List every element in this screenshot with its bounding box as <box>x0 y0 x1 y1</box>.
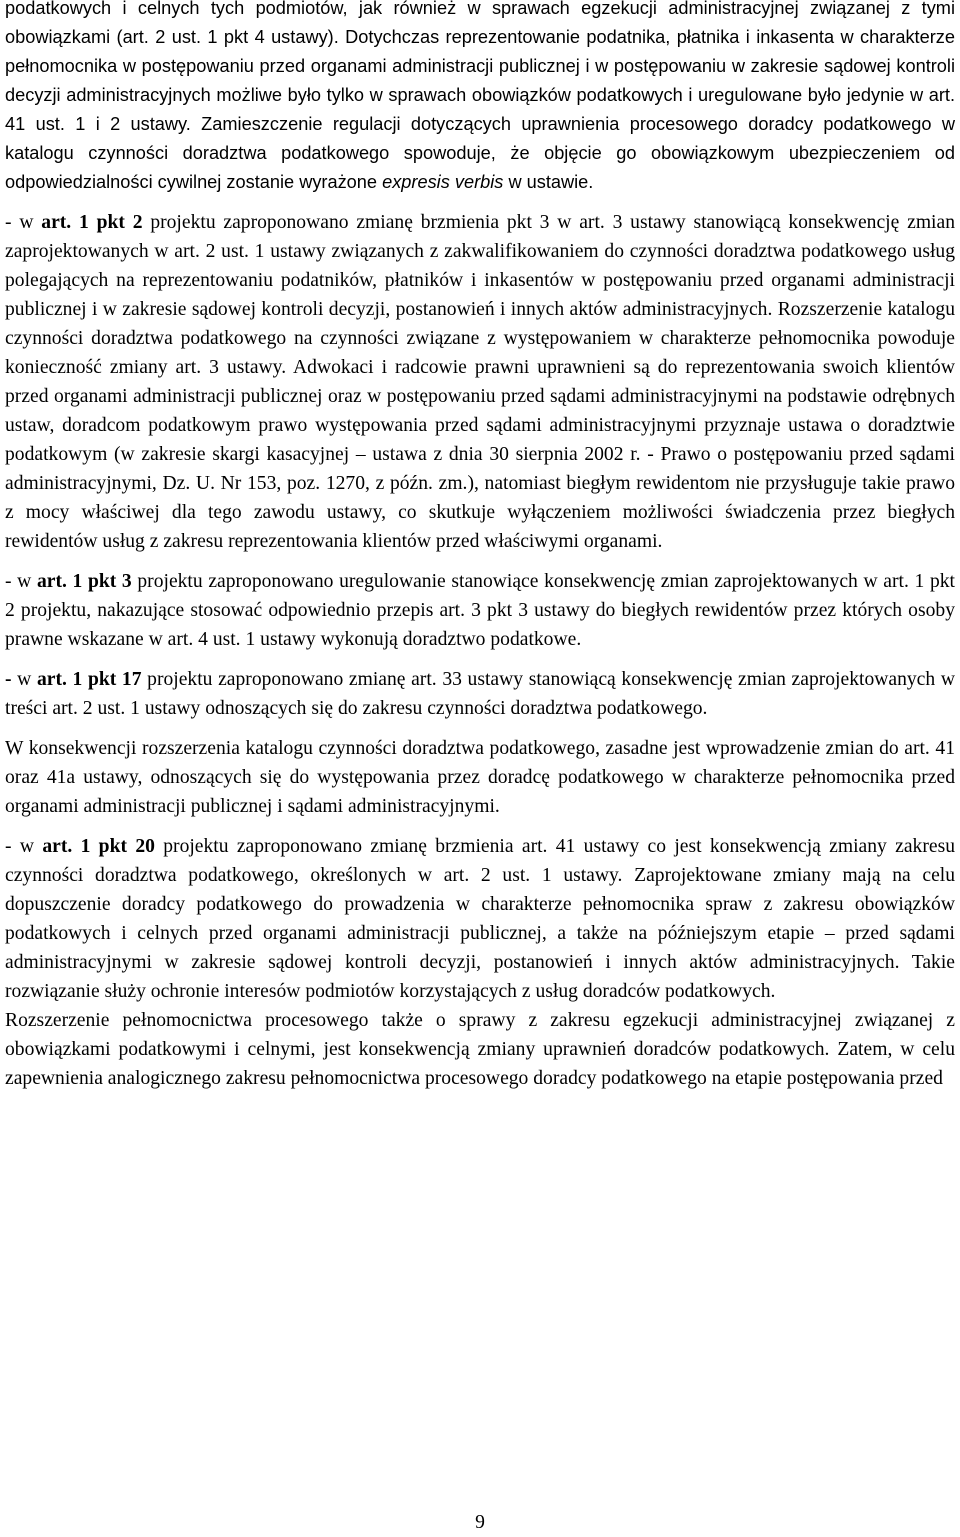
text-span: podatkowych i celnych tych podmiotów, jak również w sprawach egzekucji administracyjnej związanej z tymi obowiązkami (art. 2 ust. 1 pkt 4 ustawy). Dotychczas reprezentowanie podatnika, płatnika i inkasenta w charakterze pełnomocnika w postępowaniu przed organami administracji publicznej i w postępowaniu w zakresie sądowej kontroli decyzji administracyjnych możliwe było tylko w sprawach obowiązków podatkowych i uregulowane było jedynie w art. 41 ust. 1 i 2 ustawy. Zamieszczenie regulacji dotyczących uprawnienia procesowego doradcy podatkowego w katalogu czynności doradztwa podatkowego spowoduje, że objęcie go obowiązkowym ubezpieczeniem od odpowiedzialności cywilnej zostanie wyrażone <box>5 0 955 192</box>
paragraph <box>5 567 955 654</box>
paragraph <box>5 734 955 821</box>
paragraph <box>5 1006 955 1093</box>
page-number: 9 <box>475 1512 485 1533</box>
text-span: projektu zaproponowano zmianę brzmienia pkt 3 w art. 3 ustawy stanowiącą konsekwencję zmian zaprojektowanych w art. 2 ust. 1 ustawy związanych z zakwalifikowaniem do czynności doradztwa podatkowego usług polegających na reprezentowaniu podatników, płatników i inkasentów w postępowaniu przed organami administracji publicznej i w zakresie sądowej kontroli decyzji, postanowień i innych aktów administracyjnych. Rozszerzenie katalogu czynności doradztwa podatkowego na czynności związane z występowaniem w charakterze pełnomocnika powoduje konieczność zmiany art. 3 ustawy. Adwokaci i radcowie prawni uprawnieni są do reprezentowania swoich klientów przed organami administracji publicznej oraz w postępowaniu przed sądami administracyjnymi na podstawie odrębnych ustaw, doradcom podatkowym prawo występowania przed sądami administracyjnymi przyznaje ustawa o doradztwie podatkowym (w zakresie skargi kasacyjnej – ustawa z dnia 30 sierpnia 2002 r. - Prawo o postępowaniu przed sądami administracyjnymi, Dz. U. Nr 153, poz. 1270, z późn. zm.), natomiast biegłym rewidentom nie przysługuje takie prawo z mocy właściwej dla tego zawodu ustawy, co skutkuje wyłączeniem możliwości świadczenia przez biegłych rewidentów usług z zakresu reprezentowania klientów przed właściwymi organami. <box>5 212 955 552</box>
text-span: w ustawie. <box>503 172 594 192</box>
text-span: - w <box>5 571 37 592</box>
article-reference: art. 1 pkt 17 <box>36 669 142 690</box>
document-page <box>5 0 955 1093</box>
text-span: W konsekwencji rozszerzenia katalogu czynności doradztwa podatkowego, zasadne jest wprowadzenie zmian do art. 41 oraz 41a ustawy, odnoszących się do występowania przez doradcę podatkowego w charakterze pełnomocnika przed organami administracji publicznej i sądami administracyjnymi. <box>5 738 955 817</box>
paragraph <box>5 665 955 723</box>
paragraph <box>5 832 955 1006</box>
text-span: w <box>17 669 37 690</box>
text-span: projektu zaproponowano uregulowanie stanowiące konsekwencję zmian zaprojektowanych w art. 1 pkt 2 projektu, nakazujące stosować odpowiednio przepis art. 3 pkt 3 ustawy do biegłych rewidentów przez których osoby prawne wskazane w art. 4 ust. 1 ustawy wykonują doradztwo podatkowe. <box>5 571 955 650</box>
text-span: - w <box>5 212 42 233</box>
article-reference: art. 1 pkt 3 <box>36 571 132 592</box>
article-reference: art. 1 pkt 2 <box>41 212 143 233</box>
bold-dash: - <box>5 669 18 690</box>
paragraph <box>5 208 955 556</box>
article-reference: art. 1 pkt 20 <box>42 836 155 857</box>
text-span: Rozszerzenie pełnomocnictwa procesowego także o sprawy z zakresu egzekucji administracyjnej związanej z obowiązkami podatkowymi i celnymi, jest konsekwencją zmiany uprawnień doradców podatkowych. Zatem, w celu zapewnienia analogicznego zakresu pełnomocnictwa procesowego doradcy podatkowego na etapie postępowania przed <box>5 1010 955 1089</box>
paragraph <box>5 0 955 197</box>
text-span: projektu zaproponowano zmianę brzmienia art. 41 ustawy co jest konsekwencją zmiany zakresu czynności doradztwa podatkowego, określonych w art. 2 ust. 1 ustawy. Zaprojektowane zmiany mają na celu dopuszczenie doradcy podatkowego do prowadzenia w charakterze pełnomocnika spraw z zakresu obowiązków podatkowych i celnych przed organami administracji publicznej, a także na późniejszym etapie – przed sądami administracyjnymi w zakresie sądowej kontroli decyzji, postanowień i innych aktów administracyjnych. Takie rozwiązanie służy ochronie interesów podmiotów korzystających z usług doradców podatkowych. <box>5 836 955 1002</box>
text-span: projektu zaproponowano zmianę art. 33 ustawy stanowiącą konsekwencję zmian zaprojektowanych w treści art. 2 ust. 1 ustawy odnoszących się do zakresu czynności doradztwa podatkowego. <box>5 669 955 719</box>
italic-text: expresis verbis <box>382 172 504 192</box>
text-span: - w <box>5 836 43 857</box>
